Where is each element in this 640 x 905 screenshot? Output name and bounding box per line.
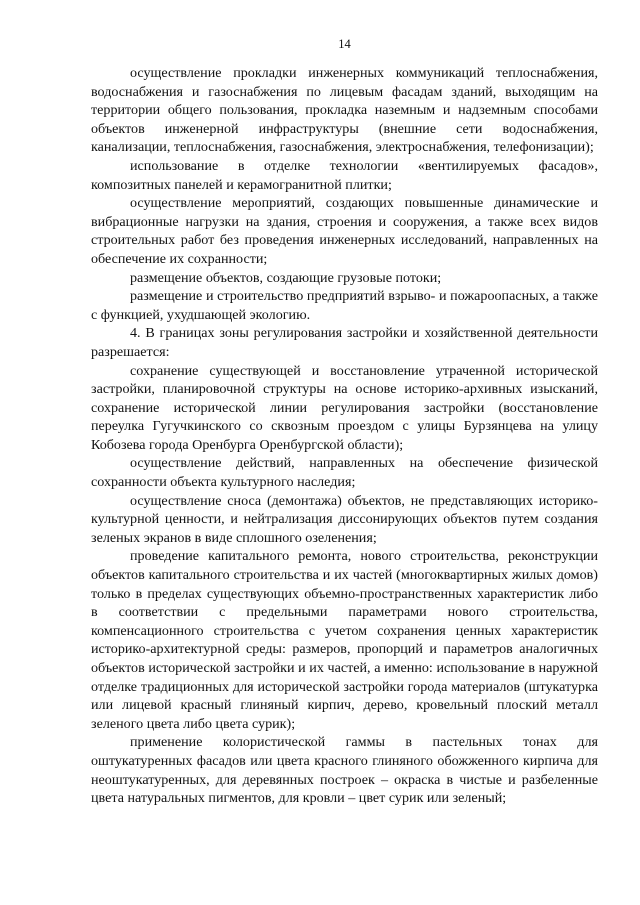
paragraph-dynamic-loads: осуществление мероприятий, создающих повышенные динамические и вибрационные нагрузки на здания, строения и сооружения, а также всех видов строительных работ без проведения инженерных исследований, направленных на обеспечение их сохранности; (91, 195, 598, 267)
paragraph-freight-traffic: размещение объектов, создающие грузовые потоки; (130, 269, 442, 286)
page-number: 14 (338, 37, 351, 51)
paragraph-hazardous-enterprises: размещение и строительство предприятий взрыво- и пожароопасных, а также с функцией, ухудшающей экологию. (91, 288, 598, 323)
paragraph-engineering-communications: осуществление прокладки инженерных коммуникаций теплоснабжения, водоснабжения и газоснабжения по лицевым фасадам зданий, выходящим на территории общего пользования, прокладка наземным и надземным способами объектов инженерной инфраструктуры (внешние сети водоснабжения, канализации, теплоснабжения, газоснабжения, электроснабжения, телефонизации); (91, 65, 598, 156)
paragraph-physical-preservation: осуществление действий, направленных на обеспечение физической сохранности объекта культурного наследия; (91, 455, 598, 491)
paragraph-color-scheme: применение колористической гаммы в пастельных тонах для оштукатуренных фасадов или цвета красного глиняного обожженного кирпича для неоштукатуренных, для деревянных построек – окраска в чистые и разбеленные цвета натуральных пигментов, для кровли – цвет сурик или зеленый; (91, 734, 598, 807)
document-body (91, 64, 598, 808)
paragraph-capital-repair: проведение капитального ремонта, нового строительства, реконструкции объектов капитального строительства и их частей (многоквартирных жилых домов) только в пределах существующих объемно-пространственных характеристик либо в соответствии с предельными параметрами нового строительства, компенсационного строительства с учетом сохранения ценных характеристик историко-архитектурной среды: размеров, пропорций и параметров аналогичных объектов исторической застройки и их частей, а именно: использование в наружной отделке традиционных для исторической застройки города материалов (штукатурка или лицевой красный глиняный кирпич, дерево, кровельный плоский металл зеленого цвета либо цвета сурик); (91, 548, 598, 732)
paragraph-demolition: осуществление сноса (демонтажа) объектов, не представляющих историко-культурной ценности, и нейтрализация диссонирующих объектов путем создания зеленых экранов в виде сплошного озеленения; (91, 492, 598, 546)
paragraph-ventilated-facades: использование в отделке технологии «вентилируемых фасадов», композитных панелей и керамогранитной плитки; (91, 157, 598, 193)
paragraph-historic-restoration: сохранение существующей и восстановление утраченной исторической застройки, планировочной структуры на основе историко-архивных изысканий, сохранение исторической линии регулирования застройки (восстановление переулка Гугучкинского со сквозным проездом с улицы Бурзянцева на улицу Кобозева города Оренбурга Оренбургской области); (91, 362, 598, 453)
paragraph-section-4-heading: 4. В границах зоны регулирования застройки и хозяйственной деятельности разрешается: (91, 325, 598, 360)
